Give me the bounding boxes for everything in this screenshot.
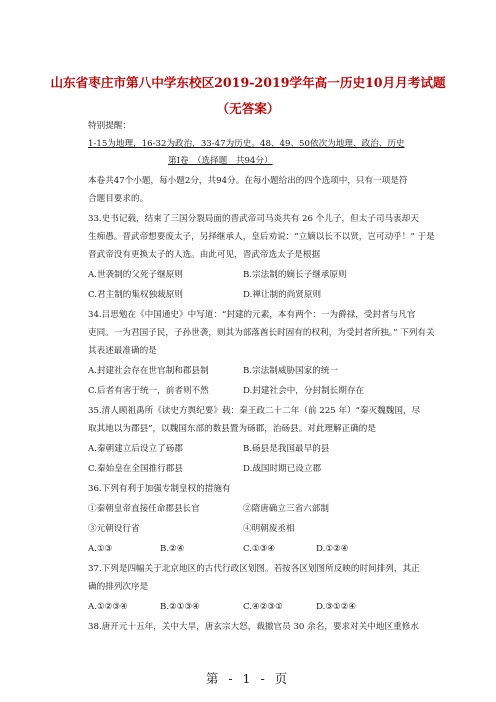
question-34-stem: 其表述最准确的是 (88, 346, 157, 356)
question-35-stem: 35.清人顾祖禹所《读史方舆纪要》载：秦王政二十二年（前 225 年）“秦灭魏魏国，尽 (88, 406, 421, 416)
question-38-stem: 38.唐开元十五年，关中大旱，唐玄宗大怒，裁撤官员 30 余名，要求对关中地区重修水 (88, 622, 419, 632)
notice-heading: 特别提醒： (88, 121, 131, 131)
question-34-option-c: C.后者有害于统一，前者则不然 (88, 386, 209, 396)
question-33-option-d: D.禅让制的尚贤原则 (243, 290, 322, 300)
page-footer: 第 - 1 - 页 (205, 671, 291, 686)
question-33-stem: 33.史书记载，结束了三国分裂局面的晋武帝司马炎共有 26 个儿子，但太子司马衷却天 (88, 214, 419, 224)
question-35-option-d: D.战国时期已设立郡 (243, 464, 322, 474)
question-33-stem: 生痴愚。晋武帝想要废太子，另择继承人，皇后劝说：“立嫡以长不以贤，岂可动乎！” 于是 (88, 232, 435, 242)
question-35-option-a: A.秦朝建立后设立了砀郡 (88, 444, 183, 454)
intro-line: 合题目要求的。 (88, 194, 149, 204)
question-34-stem: 吏同。一为君国子民，子孙世袭，则其为部落酋长时固有的权利，为受封者所独。” 下列有关 (88, 328, 435, 338)
section-title: 第Ⅰ卷 （选择题 共94分） (168, 156, 273, 166)
question-36-stem: 36.下列有利于加强专制皇权的措施有 (88, 484, 231, 494)
question-33-option-b: B.宗法制的嫡长子继承原则 (243, 270, 347, 280)
question-34-option-a: A.封建社会存在世官制和郡县制 (88, 366, 209, 376)
question-36-option-d: D.①②④ (316, 544, 349, 554)
question-36-option-b: B.②④ (160, 544, 185, 554)
question-37-option-a: A.①②③④ (88, 602, 128, 612)
document-subtitle: （无答案） (216, 101, 280, 116)
question-37-option-c: C.④②③① (243, 602, 283, 612)
question-33-option-c: C.君主制的集权独裁原则 (88, 290, 183, 300)
question-33-option-a: A.世袭制的父死子继原则 (88, 270, 183, 280)
question-36-statement: ①秦朝皇帝直接任命郡县长官 (88, 504, 200, 514)
question-36-statement: ②隋唐确立三省六部制 (243, 504, 329, 514)
question-35-stem: 取其地以为郡县”，以魏国东部的数县置为砀郡，治砀县。对此理解正确的是 (88, 424, 376, 434)
question-37-stem: 确的排列次序是 (88, 582, 149, 592)
question-34-stem: 34.吕思勉在《中国通史》中写道：“封建的元素，本有两个：一为爵禄，受封者与凡官 (88, 310, 416, 320)
question-36-statement: ③元朝设行省 (88, 524, 140, 534)
question-35-option-c: C.秦始皇在全国推行郡县 (88, 464, 183, 474)
question-37-option-d: D.③①②④ (316, 602, 357, 612)
question-34-option-b: B.宗法制威胁国家的统一 (243, 366, 338, 376)
question-36-option-a: A.①③ (88, 544, 113, 554)
notice-text: 1-15为地理，16-32为政治，33-47为历史。48、49、50依次为地理、政治、历史 (88, 139, 405, 149)
intro-line: 本卷共47个小题，每小题2分，共94分。在每小题给出的四个选项中，只有一项是符 (88, 176, 408, 186)
question-37-stem: 37.下列是四幅关于北京地区的古代行政区划图。若按各区划图所反映的时间排列，其正 (88, 564, 420, 574)
question-37-option-b: B.②①③④ (160, 602, 200, 612)
question-36-option-c: C.①③④ (243, 544, 276, 554)
question-35-option-b: B.砀县是我国最早的县 (243, 444, 330, 454)
question-36-statement: ④明朝废丞相 (243, 524, 295, 534)
document-title: 山东省枣庄市第八中学东校区2019-2019学年高一历史10月月考试题 (50, 75, 446, 90)
question-34-option-d: D.封建社会中，分封制长期存在 (243, 386, 365, 396)
question-33-stem: 晋武帝没有更换太子的人选。由此可见，晋武帝选太子是根据 (88, 250, 321, 260)
